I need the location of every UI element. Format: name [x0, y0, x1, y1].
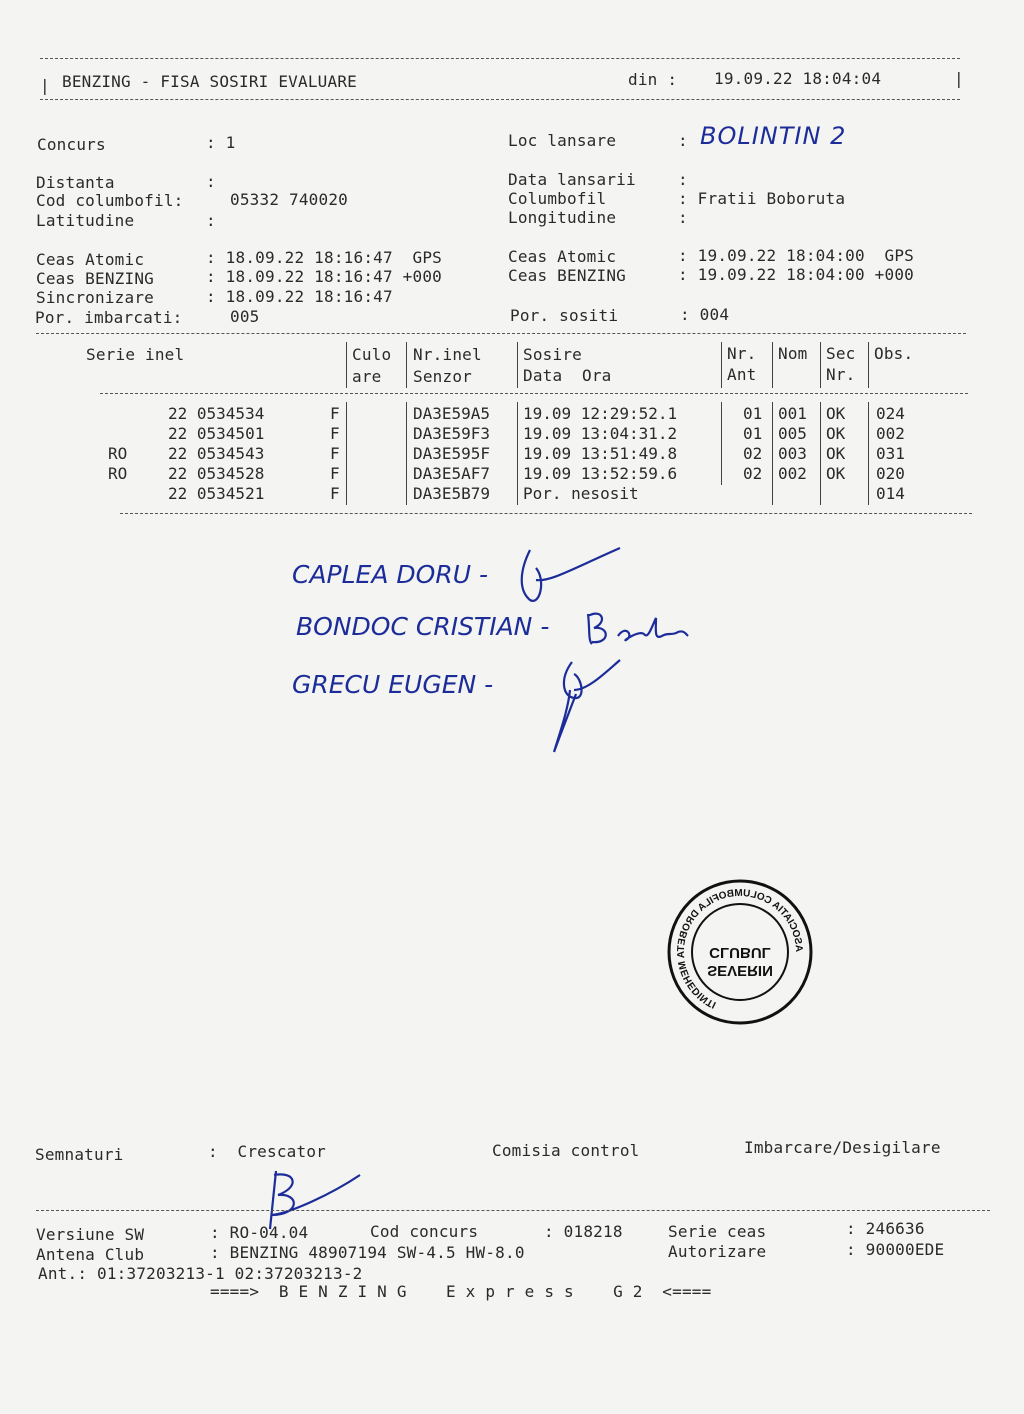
- cod-columbofil-value: 05332 740020: [230, 190, 348, 209]
- th-nr-ant-2: Ant: [727, 365, 757, 384]
- stamp-center-1: CLUBUL: [709, 944, 771, 961]
- cell-sex: F: [330, 484, 340, 503]
- stamp-center-2: SEVERIN: [707, 962, 773, 979]
- table-row: [0, 444, 1024, 464]
- cell-sex: F: [330, 444, 340, 463]
- cell-obs: 002: [876, 424, 905, 443]
- col-sep-5: [772, 342, 773, 388]
- distanta-label: Distanta: [36, 173, 115, 192]
- th-serie-inel: Serie inel: [86, 345, 185, 364]
- cell-senzor: DA3E5AF7: [413, 464, 491, 483]
- cell-nom: 001: [778, 404, 807, 423]
- ceas-benzing-left-label: Ceas BENZING: [36, 269, 154, 288]
- cell-ant: 01: [743, 404, 763, 423]
- versiune-value: : RO-04.04: [210, 1223, 309, 1242]
- ceas-benzing-left-value: : 18.09.22 18:16:47 +000: [206, 267, 442, 286]
- loc-lansare-value: BOLINTIN 2: [700, 122, 847, 150]
- ceas-atomic-right-label: Ceas Atomic: [508, 247, 617, 266]
- cell-ant: 01: [743, 424, 763, 443]
- th-sosire-1: Sosire: [523, 345, 582, 364]
- header-din-label: din :: [628, 70, 678, 89]
- concurs-value: : 1: [206, 133, 236, 152]
- table-bottom-border: [120, 513, 972, 514]
- cell-sex: F: [330, 404, 340, 423]
- handwritten-line-1: CAPLEA DORU -: [292, 560, 488, 589]
- longitudine-label: Longitudine: [508, 208, 617, 227]
- antena-label: Antena Club: [36, 1245, 145, 1264]
- cell-ring: 22 0534521: [168, 484, 265, 503]
- por-sositi-label: Por. sositi: [510, 306, 619, 325]
- columbofil-label: Columbofil: [508, 189, 607, 208]
- header-title: BENZING - FISA SOSIRI EVALUARE: [62, 72, 357, 91]
- table-header-border: [100, 393, 968, 394]
- sincronizare-label: Sincronizare: [36, 288, 154, 307]
- table-row: [0, 464, 1024, 484]
- cell-senzor: DA3E595F: [413, 444, 491, 463]
- latitudine-value: :: [206, 211, 216, 230]
- cell-ring: 22 0534501: [168, 424, 265, 443]
- latitudine-label: Latitudine: [36, 211, 135, 230]
- club-stamp: [666, 878, 814, 1026]
- autorizare-label: Autorizare: [668, 1242, 767, 1261]
- por-imbarcati-value: 005: [230, 307, 260, 326]
- cell-sec: OK: [826, 424, 846, 443]
- longitudine-value: :: [678, 208, 688, 227]
- cell-sosire: 19.09 13:04:31.2: [523, 424, 678, 443]
- por-sositi-value: : 004: [680, 305, 730, 324]
- ceas-atomic-left-label: Ceas Atomic: [36, 250, 145, 269]
- serie-ceas-label: Serie ceas: [668, 1222, 767, 1241]
- header-din-value: 19.09.22 18:04:04: [714, 69, 882, 88]
- autorizare-value: : 90000EDE: [846, 1240, 945, 1259]
- col-sep-3: [517, 342, 518, 388]
- loc-lansare-label: Loc lansare: [508, 131, 617, 150]
- cell-country: RO: [108, 464, 128, 483]
- cell-sosire: 19.09 13:52:59.6: [523, 464, 678, 483]
- cell-ant: 02: [743, 464, 763, 483]
- cell-nom: 005: [778, 424, 807, 443]
- handwritten-line-2: BONDOC CRISTIAN -: [296, 612, 550, 641]
- th-nom: Nom: [778, 344, 808, 363]
- col-sep-4: [721, 342, 722, 388]
- data-lansarii-value: :: [678, 170, 688, 189]
- distanta-value: :: [206, 172, 216, 191]
- footer-top-border: [36, 1210, 990, 1211]
- th-obs: Obs.: [874, 344, 914, 363]
- antena-value: : BENZING 48907194 SW-4.5 HW-8.0: [210, 1243, 525, 1262]
- cell-nom: 003: [778, 444, 807, 463]
- cell-obs: 031: [876, 444, 905, 463]
- table-row: [0, 404, 1024, 424]
- th-nr-inel-1: Nr.inel: [413, 345, 482, 364]
- cell-senzor: DA3E59F3: [413, 424, 491, 443]
- cell-obs: 020: [876, 464, 905, 483]
- cell-ring: 22 0534528: [168, 464, 265, 483]
- col-sep-6: [820, 342, 821, 388]
- th-culoare-1: Culo: [352, 345, 392, 364]
- table-top-border: [36, 333, 966, 334]
- cod-concurs-value: : 018218: [544, 1222, 623, 1241]
- cell-sex: F: [330, 464, 340, 483]
- data-lansarii-label: Data lansarii: [508, 170, 636, 189]
- cell-senzor: DA3E5B79: [413, 484, 491, 503]
- header-bottom-border: [40, 99, 960, 100]
- cell-sec: OK: [826, 404, 846, 423]
- cell-country: RO: [108, 444, 128, 463]
- th-nr-ant-1: Nr.: [727, 344, 757, 363]
- cell-sosire: 19.09 12:29:52.1: [523, 404, 678, 423]
- th-nr-inel-2: Senzor: [413, 367, 472, 386]
- concurs-label: Concurs: [37, 135, 106, 154]
- cell-sec: OK: [826, 444, 846, 463]
- crescator-label: : Crescator: [208, 1142, 326, 1161]
- cell-sosire: Por. nesosit: [523, 484, 639, 503]
- cell-obs: 014: [876, 484, 905, 503]
- header-left-bar: |: [40, 76, 50, 95]
- ceas-benzing-right-label: Ceas BENZING: [508, 266, 626, 285]
- col-sep-2: [406, 342, 407, 388]
- col-sep-7: [868, 342, 869, 388]
- th-culoare-2: are: [352, 367, 382, 386]
- comisia-label: Comisia control: [492, 1141, 640, 1160]
- serie-ceas-value: : 246636: [846, 1219, 925, 1238]
- brand-line: ====> B E N Z I N G E x p r e s s G 2 <====: [210, 1282, 712, 1301]
- cell-sec: OK: [826, 464, 846, 483]
- th-sec-2: Nr.: [826, 365, 856, 384]
- signature-2: [582, 600, 692, 650]
- table-row: [0, 424, 1024, 444]
- ceas-atomic-right-value: : 19.09.22 18:04:00 GPS: [678, 246, 914, 265]
- cell-nom: 002: [778, 464, 807, 483]
- cell-ring: 22 0534543: [168, 444, 265, 463]
- table-row: [0, 484, 1024, 504]
- ant-line: Ant.: 01:37203213-1 02:37203213-2: [38, 1264, 363, 1283]
- sincronizare-value: : 18.09.22 18:16:47: [206, 287, 393, 306]
- imbarcare-label: Imbarcare/Desigilare: [744, 1138, 941, 1157]
- cell-sex: F: [330, 424, 340, 443]
- ceas-benzing-right-value: : 19.09.22 18:04:00 +000: [678, 265, 914, 284]
- cod-columbofil-label: Cod columbofil:: [36, 191, 184, 210]
- col-sep-1: [346, 342, 347, 388]
- th-sosire-2: Data Ora: [523, 366, 612, 385]
- th-sec-1: Sec: [826, 344, 856, 363]
- handwritten-line-3: GRECU EUGEN -: [292, 670, 494, 699]
- cell-sosire: 19.09 13:51:49.8: [523, 444, 678, 463]
- signature-3: [540, 650, 630, 760]
- cell-ant: 02: [743, 444, 763, 463]
- cell-ring: 22 0534534: [168, 404, 265, 423]
- cell-obs: 024: [876, 404, 905, 423]
- stamp-ring-text: ASOCIATIA COLUMBOFILA DROBETA MEHEDINTI: [675, 887, 805, 1011]
- header-top-border: [40, 58, 960, 59]
- header-right-bar: |: [954, 69, 964, 88]
- loc-lansare-colon: :: [678, 131, 688, 150]
- por-imbarcati-label: Por. imbarcati:: [35, 308, 183, 327]
- versiune-label: Versiune SW: [36, 1225, 145, 1244]
- cod-concurs-label: Cod concurs: [370, 1222, 479, 1241]
- columbofil-value: : Fratii Boboruta: [678, 189, 846, 208]
- semnaturi-label: Semnaturi: [35, 1145, 124, 1164]
- cell-senzor: DA3E59A5: [413, 404, 491, 423]
- ceas-atomic-left-value: : 18.09.22 18:16:47 GPS: [206, 248, 442, 267]
